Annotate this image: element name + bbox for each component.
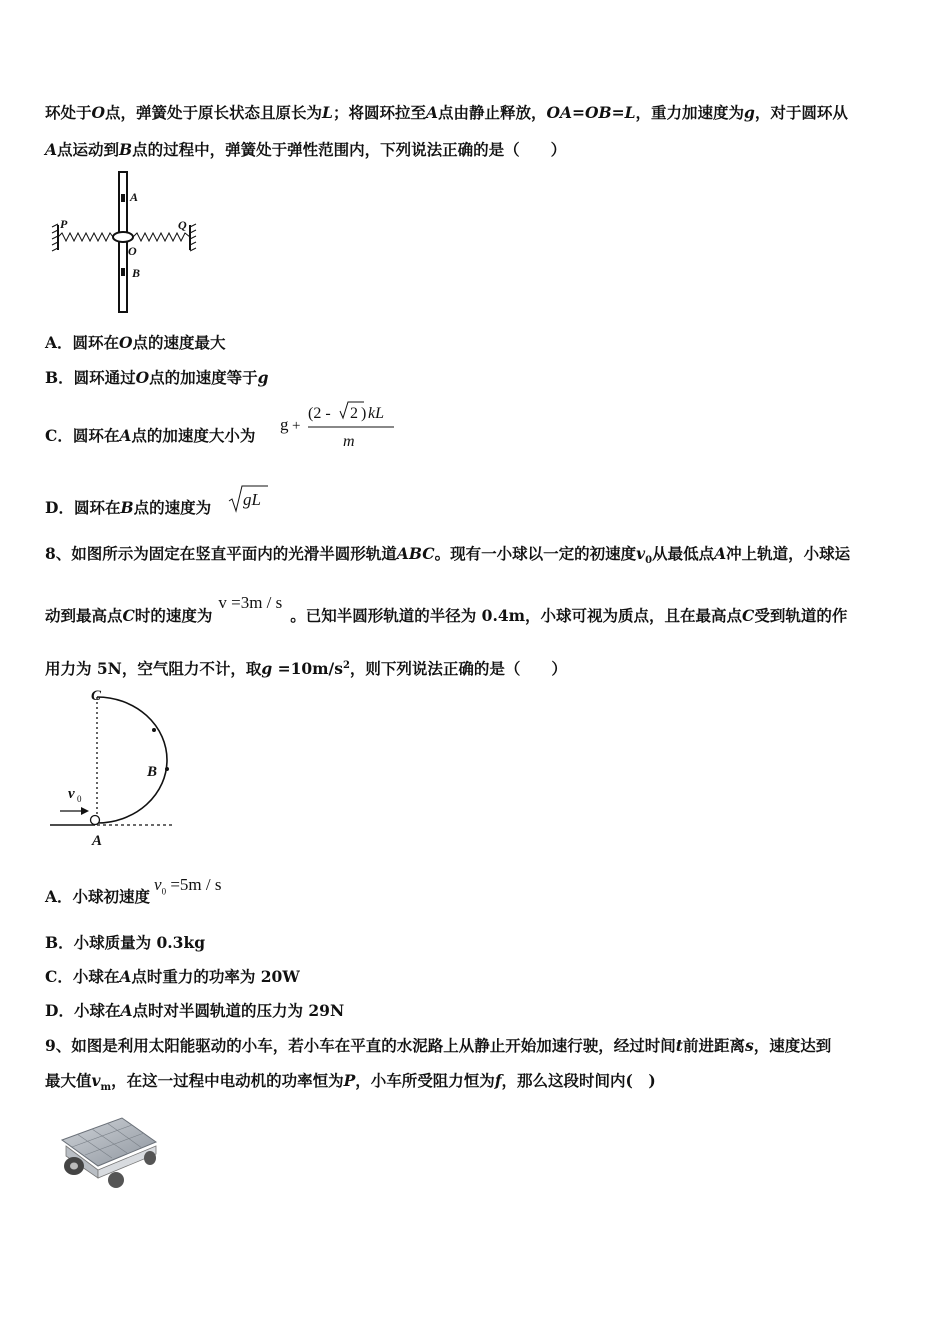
svg-text:+: + (292, 418, 301, 434)
label-p: P (60, 217, 68, 231)
q8-option-c[interactable]: C．小球在A点时重力的功率为 20W (45, 967, 300, 986)
svg-text:g: g (280, 415, 289, 434)
q7-figure-ring-spring (50, 170, 200, 315)
q9-stem-line2: 最大值$v_m$，在这一过程中电动机的功率恒为P，小车所受阻力恒为f，那么这段时间内( ) (45, 1071, 656, 1094)
q7-option-a[interactable]: A．圆环在O点的速度最大 (45, 333, 226, 352)
wheel (108, 1172, 124, 1188)
label-c: C (91, 688, 102, 704)
svg-text:(2 -: (2 - (308, 405, 331, 422)
q8-stem-line2: 动到最高点C时的速度为v =3m / s。已知半圆形轨道的半径为 0.4m，小球可视为质点，且在最高点C受到轨道的作 (45, 593, 848, 625)
label-v0: v (68, 786, 75, 802)
q8-stem-line3: 用力为 5N，空气阻力不计，取$g =10m/s^2$，则下列说法正确的是（ ） (45, 659, 567, 679)
solar-car-image (52, 1112, 164, 1192)
label-o: O (128, 244, 137, 258)
q7-option-d[interactable]: D．圆环在B点的速度为 (45, 498, 212, 517)
svg-text:0: 0 (77, 794, 82, 804)
svg-text:m: m (343, 433, 355, 450)
left-spring (58, 233, 113, 241)
label-b: B (132, 266, 141, 280)
q7-option-c[interactable]: C．圆环在A点的加速度大小为 (45, 426, 256, 445)
q8-option-a-formula: $v_0 =5m / s$ (154, 875, 222, 897)
semicircle-track (97, 697, 167, 823)
q8-option-d[interactable]: D．小球在A点时对半圆轨道的压力为 29N (45, 1001, 345, 1020)
q7-stem-line1: 环处于O点，弹簧处于原长状态且原长为L；将圆环拉至A点由静止释放，OA=OB=L，重力加速度为g，对于圆环从 (45, 103, 848, 122)
label-a: A (92, 833, 103, 849)
label-a: A (130, 190, 139, 204)
svg-text:kL: kL (368, 405, 384, 422)
wheel (144, 1151, 156, 1165)
q8-stem-line1: 8、如图所示为固定在竖直平面内的光滑半圆形轨道ABC。现有一小球以一定的初速度$v_0$从最低点A冲上轨道，小球运 (45, 544, 851, 567)
label-q: Q (178, 218, 187, 232)
q7-option-d-formula (228, 484, 270, 514)
ball (91, 816, 100, 825)
mark-b (121, 268, 125, 276)
svg-text:2: 2 (350, 405, 358, 422)
q7-option-c-formula (278, 398, 398, 454)
svg-text:): ) (361, 405, 367, 422)
q8-figure-semicircle-track (45, 685, 185, 855)
q8-top-speed-formula: v =3m / s (218, 593, 283, 612)
q8-option-b[interactable]: B．小球质量为 0.3kg (45, 933, 206, 952)
right-spring (133, 233, 190, 241)
ring (113, 232, 133, 242)
label-b: B (147, 764, 158, 780)
q9-stem-line1: 9、如图是利用太阳能驱动的小车，若小车在平直的水泥路上从静止开始加速行驶，经过时间t前进距离s，速度达到 (45, 1036, 832, 1055)
q7-stem-line2: A点运动到B点的过程中，弹簧处于弹性范围内，下列说法正确的是（ ） (45, 140, 567, 159)
q7-option-b[interactable]: B．圆环通过O点的加速度等于g (45, 368, 269, 387)
mark-a (121, 194, 125, 202)
q8-option-a[interactable]: A．小球初速度$v_0 =5m / s$ (45, 875, 222, 906)
svg-text:gL: gL (243, 490, 261, 509)
